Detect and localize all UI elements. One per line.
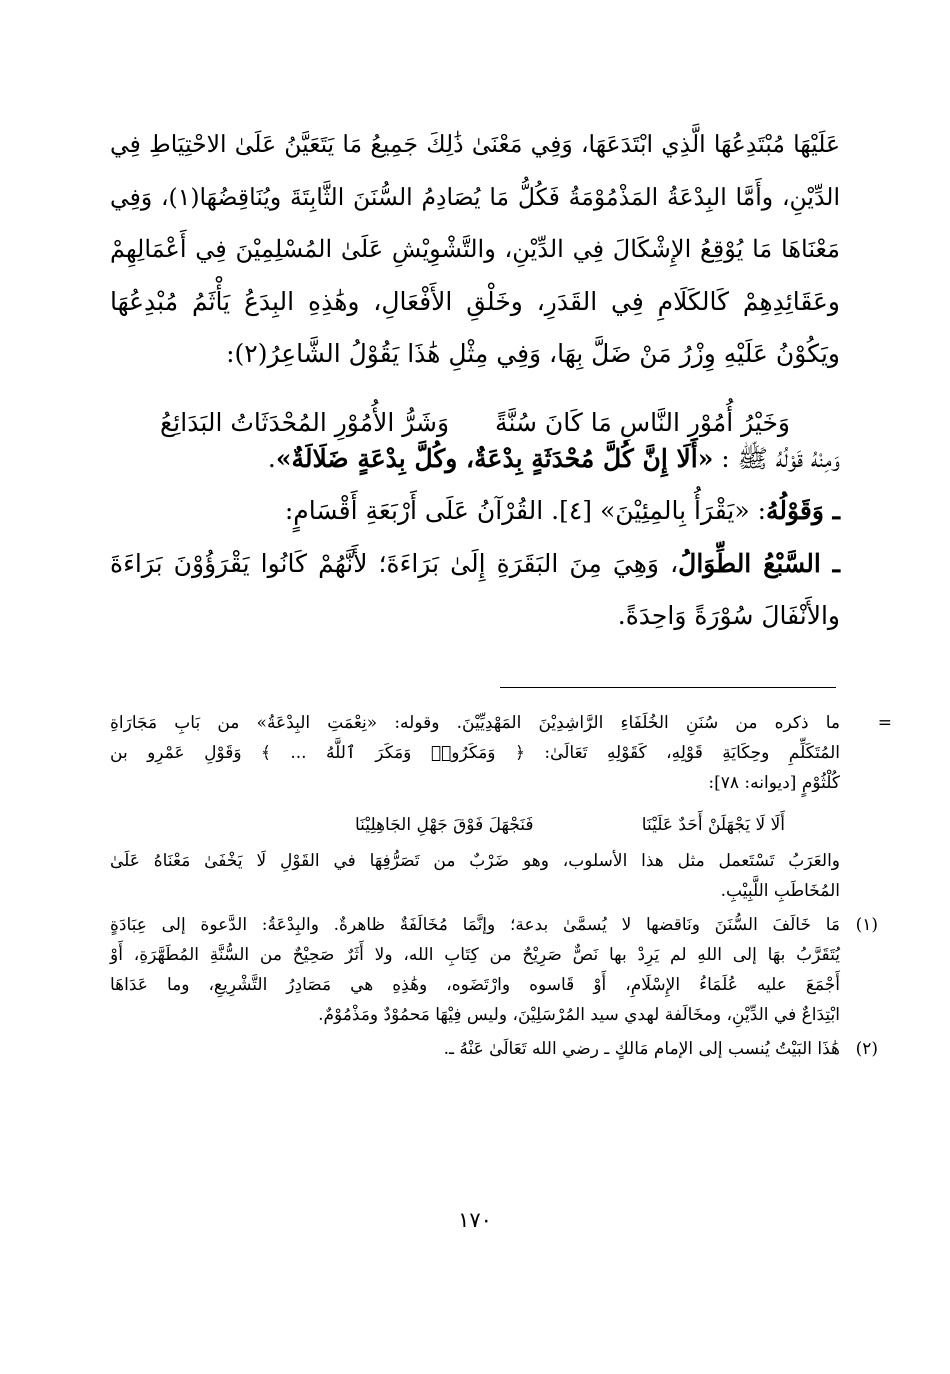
footnote-verse-first: أَلَا لَا يَجْهَلَنْ أَحَدٌ عَلَيْنَا bbox=[641, 815, 785, 835]
footnote-line: ابْتِدَاعٌ في الدِّيْنِ، ومخَالَفة لهدي سيد المُرْسَلِيْنَ، وليس فِيْهَا مَحمُوْدٌ ومَذْمُوْمٌ. bbox=[318, 1005, 840, 1025]
footnote-line: ما ذكره من سُنَنِ الخُلَفَاءِ الرَّاشِدِيْنَ المَهْدِيِّيْنَ. وقوله: «نِعْمَتِ البِدْعَةُ» من بَابِ مَجَارَاةِ bbox=[110, 713, 840, 733]
seven-long-rest: ، وَهِيَ مِنَ البَقَرَةِ إِلَىٰ بَرَاءَةَ؛ لأَنَّهُمْ كَانُوا يَقْرَؤُوْنَ بَرَاءَةَ bbox=[110, 548, 679, 578]
continuation-marker: = bbox=[877, 713, 892, 733]
footnote-2 bbox=[110, 1034, 878, 1064]
verse-first-hemistich: وَخَيْرُ أُمُوْرِ النَّاسِ مَا كَانَ سُنَّةً bbox=[495, 408, 790, 437]
main-text-line: عَلَيْهَا مُبْتَدِعُهَا الَّذِي ابْتَدَعَهَا، وَفِي مَعْنَىٰ ذَٰلِكَ جَمِيعُ مَا يَتَعَيَّنُ عَلَىٰ الاحْتِيَاطِ فِي bbox=[110, 130, 840, 158]
quran-line bbox=[110, 485, 840, 538]
seven-long-lead: ـ السَّبْعُ الطِّوَالُ bbox=[678, 548, 840, 578]
footnotes bbox=[110, 708, 892, 1064]
footnote-line: أَجْمَعَ عليه عُلَمَاءُ الإِسْلَامِ، أَوْ قَاسوه وارْتَضَوه، وهَٰذِهِ هي مَصَادِرُ التَّشْرِيعِ، وما عَدَاهَا bbox=[110, 975, 840, 995]
footnote-continuation bbox=[110, 708, 892, 906]
footnote-number: (٢) bbox=[855, 1039, 878, 1059]
footnote-line: المُخَاطَبِ اللَّبِيْبِ. bbox=[720, 881, 840, 901]
verse-second-hemistich: وَشَرُّ الأُمُوْرِ المُحْدَثَاتُ البَدَائِعُ bbox=[160, 408, 450, 437]
main-text-line: مَعْنَاهَا مَا يُوْقِعُ الإِشْكَالَ فِي الدِّيْنِ، والتَّشْوِيْشِ عَلَىٰ المُسْلِمِيْنَ فِي أَعْمَالِهِمْ bbox=[110, 235, 840, 263]
footnote-number: (١) bbox=[855, 915, 878, 935]
footnote-verse bbox=[355, 810, 785, 840]
main-text-line: ويَكُوْنُ عَلَيْهِ وِزْرُ مَنْ ضَلَّ بِهَا، وَفِي مِثْلِ هَٰذَا يَقُوْلُ الشَّاعِرُ(٢): bbox=[226, 339, 840, 368]
hadith-quote: «أَلَا إِنَّ كُلَّ مُحْدَثَةٍ بِدْعَةٌ، وكُلَّ بِدْعَةٍ ضَلَالَةٌ» bbox=[275, 443, 714, 473]
page-number: ١٧٠ bbox=[458, 1208, 492, 1232]
footnote-1 bbox=[110, 910, 878, 1030]
main-text bbox=[110, 118, 840, 643]
footnote-line: كُلْثُوْمٍ [ديوانه: ٧٨]: bbox=[708, 773, 840, 793]
footnote-line: هَٰذَا البَيْتُ يُنسب إلى الإمام مَالكٍ ـ رضي الله تَعَالَىٰ عَنْهُ ـ. bbox=[443, 1039, 840, 1059]
quran-quote: : «يَقْرَأُ بِالمِئِيْنَ» [٤]. القُرْآنُ عَلَى أَرْبَعَةِ أَقْسَامٍ: bbox=[284, 496, 766, 525]
seven-long-line-2: والأَنْفَالَ سُوْرَةً وَاحِدَةً. bbox=[617, 601, 840, 630]
footnote-line: المُتَكَلِّمِ وحِكَايَةِ قَوْلِهِ، كَقَوْلِهِ تَعَالَىٰ: ﴿ وَمَكَرُوا۟ وَمَكَرَ ٱللَّهُ ... ﴾ وَقَوْلِ عَمْرِو بن bbox=[110, 743, 840, 763]
footnote-separator bbox=[500, 687, 836, 688]
main-text-line: وعَقَائِدِهِمْ كَالكَلَامِ فِي القَدَرِ، وخَلْقِ الأَفْعَالِ، وهَٰذِهِ البِدَعُ يَأْثَمُ مُبْدِعُهَا bbox=[110, 286, 840, 316]
main-text-line: الدِّيْنِ، وأَمَّا البِدْعَةُ المَذْمُوْمَةُ فَكُلُّ مَا يُصَادِمُ السُّنَنَ الثَّابِتَةَ ويُنَاقِضُهَا(١)، وَفِي bbox=[110, 182, 840, 211]
footnote-line: والعَرَبُ تَسْتَعمل مثل هذا الأسلوب، وهو ضَرْبٌ من تَصَرُّفِهَا في القَوْلِ لَا يَخْفَىٰ مَعْنَاهُ عَلَىٰ bbox=[110, 851, 840, 871]
hadith-prefix: وَمِنْهُ قَوْلُهُ ﷺ : bbox=[713, 443, 840, 473]
poem-verse bbox=[160, 397, 790, 449]
hadith-suffix: . bbox=[267, 443, 276, 473]
footnote-line: مَا خَالَفَ السُّنَنَ ونَاقضها لا يُسمَّىٰ بدعة؛ وإنَّمَا مُخَالَفَةٌ ظاهرةٌ. والبِدْعَةُ: الدَّعوة إلى عِبَادَةٍ bbox=[110, 915, 840, 935]
footnote-verse-second: فَنَجْهَلَ فَوْقَ جَهْلِ الجَاهِلِيْنَا bbox=[355, 815, 534, 835]
seven-long-line bbox=[110, 538, 840, 591]
quran-lead: ـ وَقَوْلُهُ bbox=[766, 496, 840, 525]
footnote-line: يُتَقَرَّبُ بهَا إلى اللهِ لم يَرِدْ بها نَصٌّ صَرِيْحٌ من كِتَابِ الله، ولا أَثَرٌ صَحِيْحٌ من السُّنَّةِ المُطَهَّرَةِ، أَوْ bbox=[110, 945, 840, 965]
